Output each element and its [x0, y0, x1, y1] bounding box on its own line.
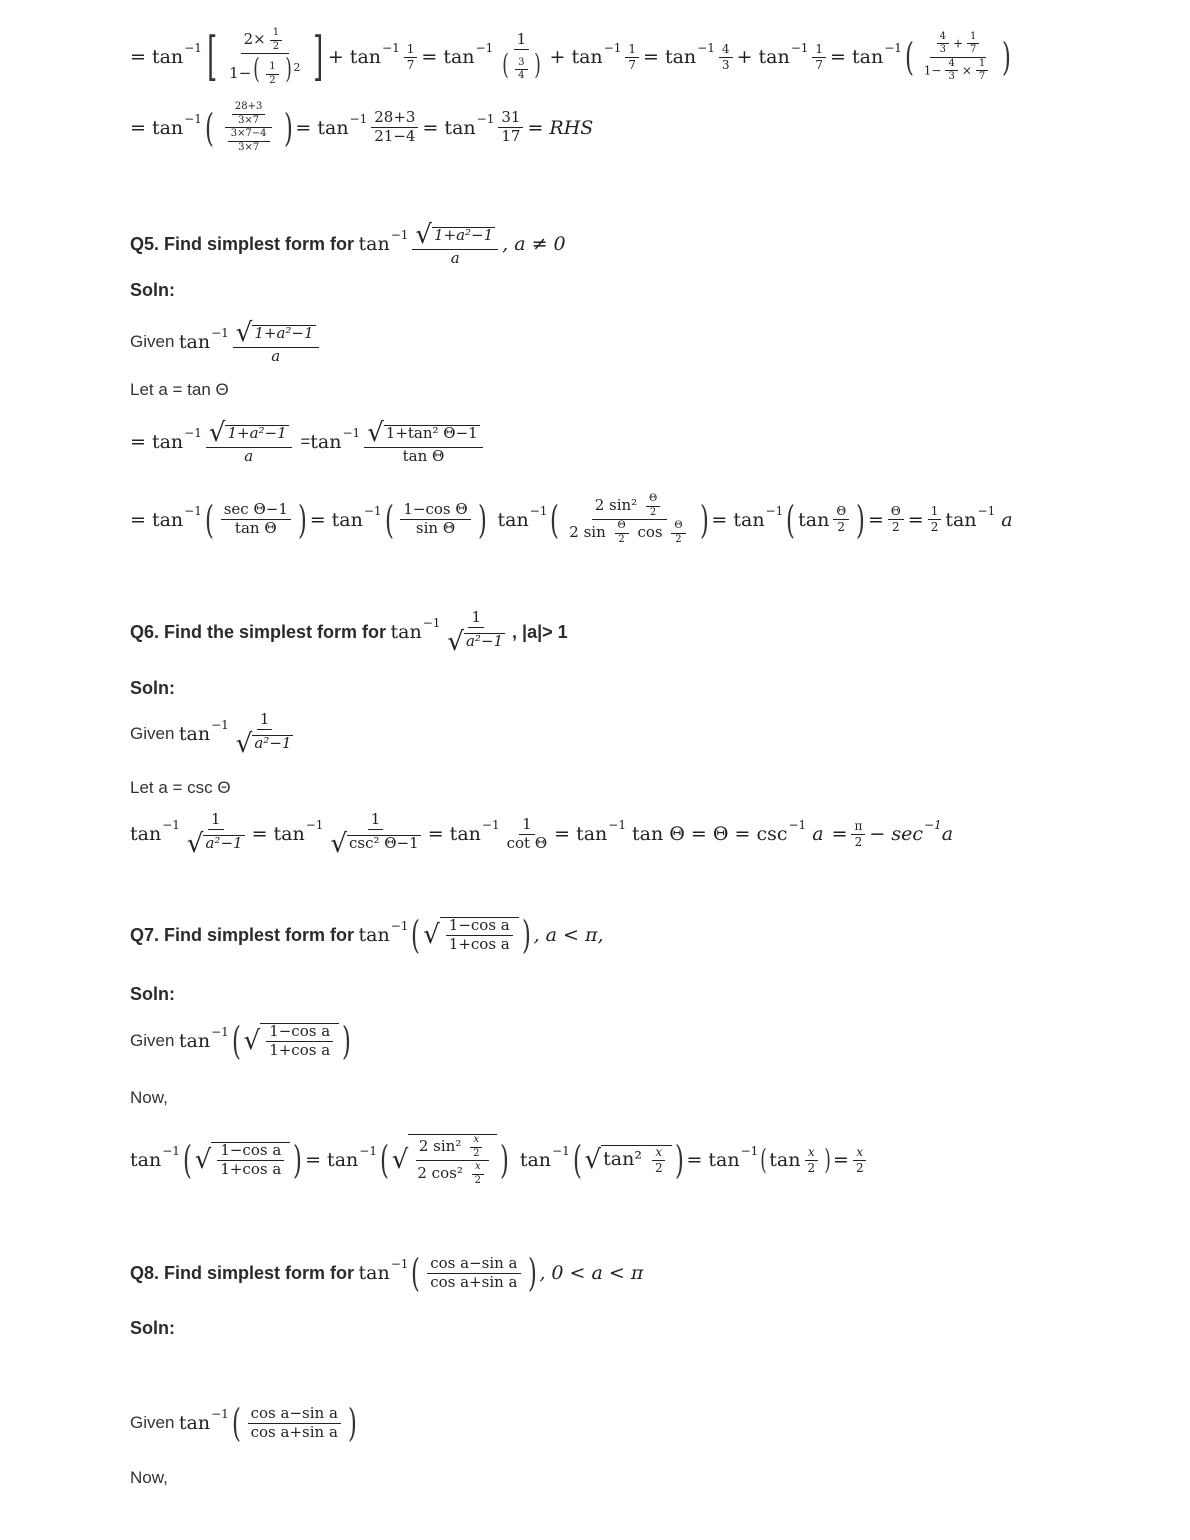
equation-line-2: = tan −1 ( $\frac{\frac{28+3}{3\times 7}}{\frac{3\times 7-4}{3\times 7}}$ ) = tan −1 $\frac{28+3}{21-4}$ = tan −1 $\frac{31}{17}$ = RHS [130, 101, 594, 153]
question-6-heading: Q6. Find the simplest form for tan −1 1 √ a²−1 , |a|> 1 [130, 608, 568, 657]
soln-label: Soln: [130, 280, 175, 300]
equation-line-1: = tan −1 [ 2× $\frac{1}{2}$ 1−( $\frac{1}{2}$ ) $^2$ ] + tan −1 $\frac{1}{7}$ = tan −1 1 ( $\frac{3}{4}$ ) + tan −1 $\frac{1}{7}$ = tan −1 $\frac{4}{3}$ + tan −1 $\frac{1}{7}$ = tan −1 ( $\frac{4}{3}$ + $\frac{1}{7}$ 1− $\frac{4}{3}$ × $\frac{1}{7}$ ) [130, 27, 1012, 87]
soln-label: Soln: [130, 984, 175, 1004]
question-7-heading: Q7. Find simplest form for tan −1 ( √ $\frac{\text{1−cos a}}{\text{1+cos a}}$ ) , a < π, [130, 913, 604, 957]
equation-line: = tan −1 √ 1+a²−1 a = tan −1 √ 1+tan² Θ−1 tan Θ [130, 420, 487, 465]
equation-line: tan −1 1 √ a²−1 = tan −1 1 √ csc² Θ−1 = tan −1 $\frac{1}{\text{cot Θ}}$ = tan −1 tan Θ = Θ = csc −1 a = $\frac{\pi}{2}$ − sec −1 a [130, 810, 954, 859]
let-statement: Let a = tan Θ [130, 380, 229, 399]
given-line: Given tan −1 ( $\frac{\text{cos a−sin a}}{\text{cos a+sin a}}$ ) [130, 1401, 357, 1445]
question-8-heading: Q8. Find simplest form for tan −1 ( $\frac{\text{cos a−sin a}}{\text{cos a+sin a}}$ ) , 0 < a < π [130, 1251, 644, 1295]
equation-line: = tan −1 ( $\frac{\text{sec Θ−1}}{\text{tan Θ}}$ ) = tan −1 ( $\frac{\text{1−cos Θ}}{\text{sin Θ}}$ ) tan −1 ( 2 sin² $\frac{\Theta}{2}$ 2 sin $\frac{\Theta}{2}$ cos $\frac{\Theta}{2}$ ) = tan −1 ( tan $\frac{\Theta}{2}$ ) = $\frac{\Theta}{2}$ = $\frac{1}{2}$ tan −1 a [130, 493, 1013, 545]
given-line: Given tan −1 √ 1+a²−1 a [130, 320, 323, 365]
equation-line: tan −1 ( √ $\frac{\text{1−cos a}}{\text{1+cos a}}$ ) = tan −1 ( √ 2 sin² $\frac{x}{2}$ 2 cos² $\frac{x}{2}$ ) tan −1 ( √ tan² $\frac{x}{2}$ ) = tan −1 ( tan $\frac{x}{2}$ ) = $\frac{x}{2}$ [130, 1134, 871, 1186]
given-line: Given tan −1 ( √ $\frac{\text{1−cos a}}{\text{1+cos a}}$ ) [130, 1019, 352, 1063]
soln-label: Soln: [130, 1318, 175, 1338]
eq-text: = [130, 46, 146, 68]
fraction: 2× $\frac{1}{2}$ 1−( $\frac{1}{2}$ ) $^2$ [229, 27, 301, 86]
let-statement: Let a = csc Θ [130, 778, 231, 797]
now-label: Now, [130, 1088, 168, 1107]
given-line: Given tan −1 1 √ a²−1 [130, 710, 292, 759]
question-5-heading: Q5. Find simplest form for tan −1 √ 1+a²−1 a , a ≠ 0 [130, 220, 566, 267]
soln-label: Soln: [130, 678, 175, 698]
question-title: Q5. Find simplest form for [130, 233, 355, 254]
now-label: Now, [130, 1468, 168, 1487]
